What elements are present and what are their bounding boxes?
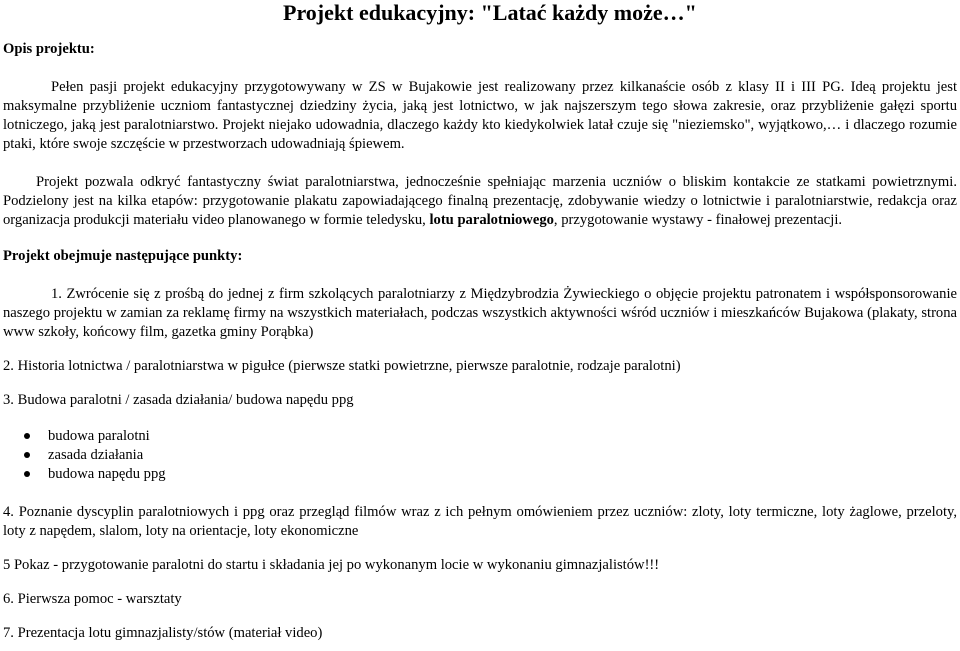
bullet-item: budowa napędu ppg: [3, 465, 957, 484]
paragraph-intro-b: Projekt niejako udowadnia, dlaczego każdy kto kiedykolwiek latał czuje się "nieziemsko", wyjątkowo,… i dlaczego rozumie ptaki, które swoje szczęście w przestworzach udowadniają śpiewem.: [3, 117, 958, 152]
point-2: 2. Historia lotnictwa / paralotniarstwa w pigułce (pierwsze statki powietrzne, pierwsze paralotnie, rodzaje paralotni): [3, 358, 681, 374]
point-3: 3. Budowa paralotni / zasada działania/ budowa napędu ppg: [3, 392, 354, 408]
point-7: 7. Prezentacja lotu gimnazjalisty/stów (materiał video): [3, 625, 323, 641]
point-4: 4. Poznanie dyscyplin paralotniowych i ppg oraz przegląd filmów wraz z ich pełnym omówieniem przez uczniów: zloty, loty termiczne, loty żaglowe, przeloty, loty z napędem, slalom, loty na orientacje, loty ekonomiczne: [3, 504, 957, 539]
points-heading: Projekt obejmuje następujące punkty:: [3, 248, 243, 264]
paragraph-intro: [3, 78, 957, 154]
bullet-item: budowa paralotni: [3, 427, 957, 446]
paragraph-intro-a: Pełen pasji projekt edukacyjny przygotowywany w ZS w Bujakowie jest realizowany przez kilkanaście osób z klasy II i III PG. Ideą projektu jest maksymalne przybliżenie uczniom fantastycznej dziedziny życia, jaką jest lotnictwo, w jak najszerszym tego słowa zakresie, oraz przybliżenie gałęzi sportu lotniczego, jaką jest paralotniarstwo.: [3, 79, 957, 133]
document-body: [3, 78, 957, 643]
bullet-item: zasada działania: [3, 446, 957, 465]
page-title: Projekt edukacyjny: "Latać każdy może…": [283, 0, 697, 25]
project-description-label: Opis projektu:: [3, 41, 95, 57]
paragraph-stages-a: Projekt pozwala odkryć fantastyczny świat paralotniarstwa, jednocześnie spełniając marzenia uczniów o bliskim kontakcie ze statkami powietrznymi. Podzielony jest na kilka etapów: przygotowanie plakatu zapowiadającego finalną prezentację, zdobywanie wiedzy o lotnictwie i paralotniarstwie, redakcja oraz organizacja produkcji materiału video planowanego w formie teledysku,: [3, 174, 957, 228]
paragraph-stages-b: , przygotowanie wystawy - finałowej prezentacji.: [553, 212, 843, 228]
paragraph-stages-bold: lotu paralotniowego: [429, 212, 554, 228]
point-5: 5 Pokaz - przygotowanie paralotni do startu i składania jej po wykonanym locie w wykonaniu gimnazjalistów!!!: [3, 557, 660, 573]
paragraph-stages: [3, 173, 957, 230]
point-6: 6. Pierwsza pomoc - warsztaty: [3, 591, 182, 607]
point-1: 1. Zwrócenie się z prośbą do jednej z firm szkolących paralotniarzy z Międzybrodzia Żywieckiego o objęcie projektu patronatem i współsponsorowanie naszego projektu w zamian za reklamę firmy na wszystkich materiałach, podczas wszystkich aktywności wśród uczniów i mieszkańców Bujakowa (plakaty, strona www szkoły, końcowy film, gazetka gminy Porąbka): [3, 286, 957, 340]
point-3-bullet-list: [3, 427, 957, 484]
